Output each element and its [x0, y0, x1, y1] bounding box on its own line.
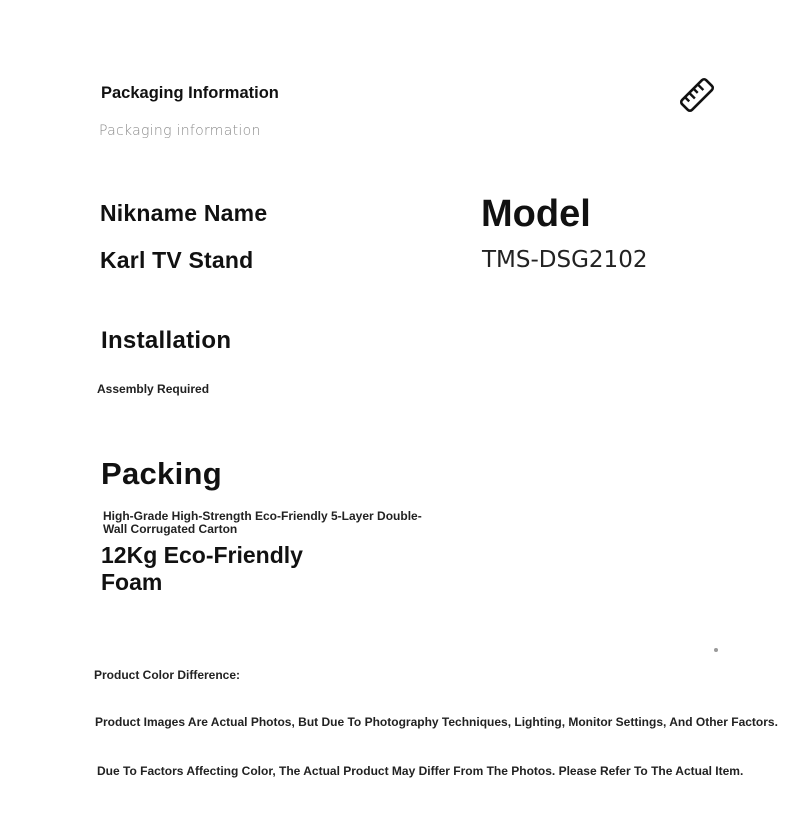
color-notice-title: Product Color Difference: — [94, 668, 241, 682]
decorative-dot — [714, 648, 718, 652]
page-title: Packaging Information — [101, 84, 279, 102]
color-notice-line-1: Product Images Are Actual Photos, But Due To Photography Techniques, Lighting, Monitor Settings, And Other Factors. — [95, 715, 778, 729]
packing-carton: High-Grade High-Strength Eco-Friendly 5-Layer Double-Wall Corrugated Carton — [103, 509, 422, 536]
packing-label: Packing — [101, 456, 222, 491]
color-notice-line-2: Due To Factors Affecting Color, The Actual Product May Differ From The Photos. Please Refer To The Actual Item. — [97, 764, 744, 778]
model-label: Model — [481, 193, 591, 235]
ruler-icon — [678, 76, 716, 114]
packing-foam: 12Kg Eco-Friendly Foam — [101, 542, 303, 595]
page-subtitle: Packaging information — [99, 123, 261, 139]
installation-label: Installation — [101, 327, 232, 354]
installation-value: Assembly Required — [97, 382, 210, 396]
model-value: TMS-DSG2102 — [482, 247, 648, 273]
nickname-label: Nikname Name — [100, 200, 268, 226]
nickname-value: Karl TV Stand — [100, 247, 254, 273]
